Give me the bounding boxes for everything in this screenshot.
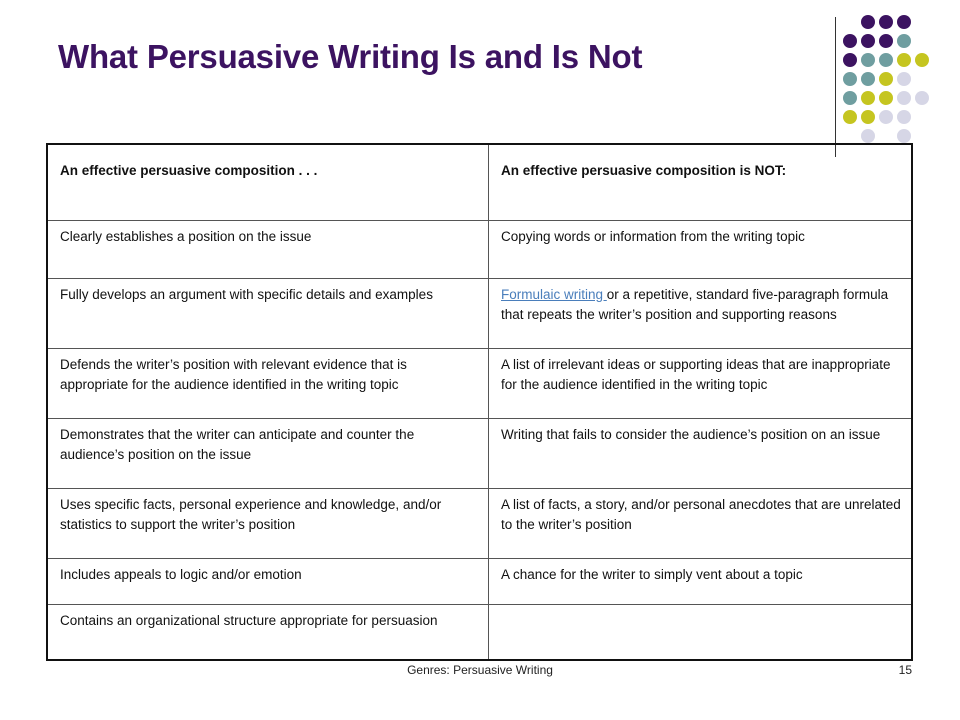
cell-is: Clearly establishes a position on the issue <box>47 220 489 278</box>
decorative-dot <box>897 53 911 67</box>
page-number: 15 <box>898 663 912 677</box>
cell-is-not <box>489 604 913 660</box>
decorative-dot <box>861 72 875 86</box>
slide-title: What Persuasive Writing Is and Is Not <box>58 38 643 75</box>
decorative-dot <box>843 72 857 86</box>
table-row <box>47 604 912 660</box>
cell-is-not <box>489 558 913 604</box>
header-is: An effective persuasive composition . . . <box>47 144 489 220</box>
decorative-dot <box>879 72 893 86</box>
cell-is: Defends the writer’s position with relevant evidence that is appropriate for the audience identified in the writing topic <box>47 348 489 418</box>
cell-is: Uses specific facts, personal experience and knowledge, and/or statistics to support the writer’s position <box>47 488 489 558</box>
decorative-dot <box>897 34 911 48</box>
decorative-dot <box>879 110 893 124</box>
decorative-dot <box>915 53 929 67</box>
decorative-dot <box>879 34 893 48</box>
decorative-dot <box>861 34 875 48</box>
decorative-dot <box>897 72 911 86</box>
decorative-dot <box>861 110 875 124</box>
decorative-dot <box>879 53 893 67</box>
cell-is: Fully develops an argument with specific details and examples <box>47 278 489 348</box>
table-row <box>47 348 912 418</box>
decorative-dot <box>843 91 857 105</box>
formulaic-writing-link[interactable]: Formulaic writing <box>501 286 607 302</box>
cell-is-not-text: A list of facts, a story, and/or personal anecdotes that are unrelated to the writer’s position <box>501 496 901 532</box>
decorative-dot <box>861 53 875 67</box>
decorative-dot <box>843 34 857 48</box>
table-header-row <box>47 144 912 220</box>
decorative-dot <box>861 129 875 143</box>
decorative-dot <box>861 15 875 29</box>
decorative-dot <box>897 110 911 124</box>
decorative-dot <box>897 91 911 105</box>
table-row <box>47 220 912 278</box>
cell-is-not-text: A chance for the writer to simply vent about a topic <box>501 566 803 582</box>
comparison-table <box>46 143 913 661</box>
decorative-dot <box>843 53 857 67</box>
decorative-dot <box>897 129 911 143</box>
decorative-dot <box>915 91 929 105</box>
table-row <box>47 418 912 488</box>
cell-is-not <box>489 488 913 558</box>
decorative-vertical-line <box>835 17 836 157</box>
table-row <box>47 278 912 348</box>
cell-is-not-text: A list of irrelevant ideas or supporting ideas that are inappropriate for the audience identified in the writing topic <box>501 356 891 392</box>
cell-is-not <box>489 348 913 418</box>
decorative-dot <box>861 91 875 105</box>
decorative-dot-grid <box>0 0 960 160</box>
table-row <box>47 488 912 558</box>
cell-is: Includes appeals to logic and/or emotion <box>47 558 489 604</box>
cell-is: Demonstrates that the writer can anticipate and counter the audience’s position on the issue <box>47 418 489 488</box>
table-row <box>47 558 912 604</box>
decorative-dot <box>879 91 893 105</box>
footer-text: Genres: Persuasive Writing <box>407 663 553 677</box>
cell-is-not-text: Writing that fails to consider the audience’s position on an issue <box>501 426 881 442</box>
cell-is-not <box>489 418 913 488</box>
header-is-not: An effective persuasive composition is NOT: <box>489 144 913 220</box>
decorative-dot <box>843 110 857 124</box>
cell-is: Contains an organizational structure appropriate for persuasion <box>47 604 489 660</box>
cell-is-not-text: or a repetitive, standard five-paragraph formula that repeats the writer’s position and supporting reasons <box>501 286 889 322</box>
cell-is-not <box>489 220 913 278</box>
decorative-dot <box>879 15 893 29</box>
cell-is-not <box>489 278 913 348</box>
cell-is-not-text: Copying words or information from the writing topic <box>501 228 805 244</box>
decorative-dot <box>897 15 911 29</box>
